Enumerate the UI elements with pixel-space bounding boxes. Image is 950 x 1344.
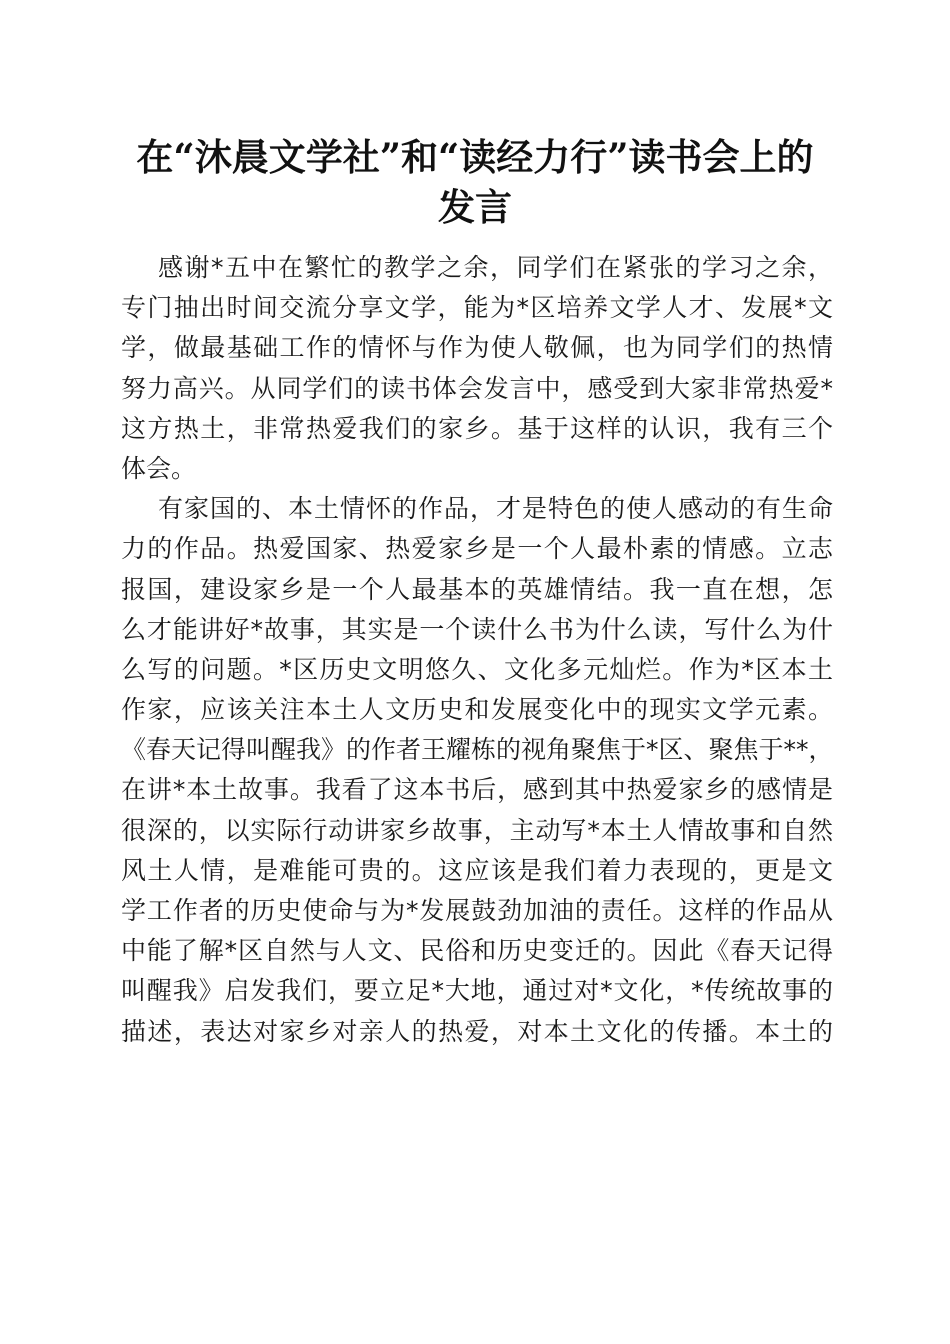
text-line: 这方热土，非常热爱我们的家乡。基于这样的认识，我有三个 — [121, 413, 833, 443]
text-line: 学，做最基础工作的情怀与作为使人敬佩，也为同学们的热情 — [121, 333, 833, 363]
text-line: 《春天记得叫醒我》的作者王耀栋的视角聚焦于*区、聚焦于**， — [121, 735, 834, 765]
text-line: 体会。 — [121, 453, 197, 483]
text-line: 有家国的、本土情怀的作品，才是特色的使人感动的有生命 — [158, 494, 833, 524]
text-line: 很深的，以实际行动讲家乡故事，主动写*本土人情故事和自然 — [121, 815, 833, 845]
title-line: 在“沐晨文学社”和“读经力行”读书会上的 — [136, 135, 814, 179]
text-line: 作家，应该关注本土人文历史和发展变化中的现实文学元素。 — [121, 695, 833, 725]
text-line: 学工作者的历史使命与为*发展鼓劲加油的责任。这样的作品从 — [121, 896, 833, 925]
text-line: 描述，表达对家乡对亲人的热爱，对本土文化的传播。本土的 — [121, 1016, 833, 1046]
text-line: 报国，建设家乡是一个人最基本的英雄情结。我一直在想，怎 — [121, 574, 833, 604]
title-line: 发言 — [438, 185, 512, 229]
text-line: 感谢*五中在繁忙的教学之余，同学们在紧张的学习之余， — [158, 253, 833, 282]
text-line: 中能了解*区自然与人文、民俗和历史变迁的。因此《春天记得 — [121, 936, 833, 966]
text-line: 么才能讲好*故事，其实是一个读什么书为什么读，写什么为什 — [121, 614, 833, 644]
text-line: 努力高兴。从同学们的读书体会发言中，感受到大家非常热爱* — [121, 373, 833, 403]
text-line: 叫醒我》启发我们，要立足*大地，通过对*文化，*传统故事的 — [121, 976, 833, 1006]
document-body — [121, 248, 833, 1052]
paragraph-1 — [121, 248, 833, 489]
text-line: 风土人情，是难能可贵的。这应该是我们着力表现的，更是文 — [121, 855, 833, 885]
text-line: 力的作品。热爱国家、热爱家乡是一个人最朴素的情感。立志 — [121, 534, 833, 564]
paragraph-2 — [121, 489, 833, 1052]
text-line: 在讲*本土故事。我看了这本书后，感到其中热爱家乡的感情是 — [121, 775, 833, 805]
text-line: 专门抽出时间交流分享文学，能为*区培养文学人才、发展*文 — [121, 293, 833, 323]
document-title — [100, 132, 850, 232]
text-line: 么写的问题。*区历史文明悠久、文化多元灿烂。作为*区本土 — [121, 654, 833, 684]
